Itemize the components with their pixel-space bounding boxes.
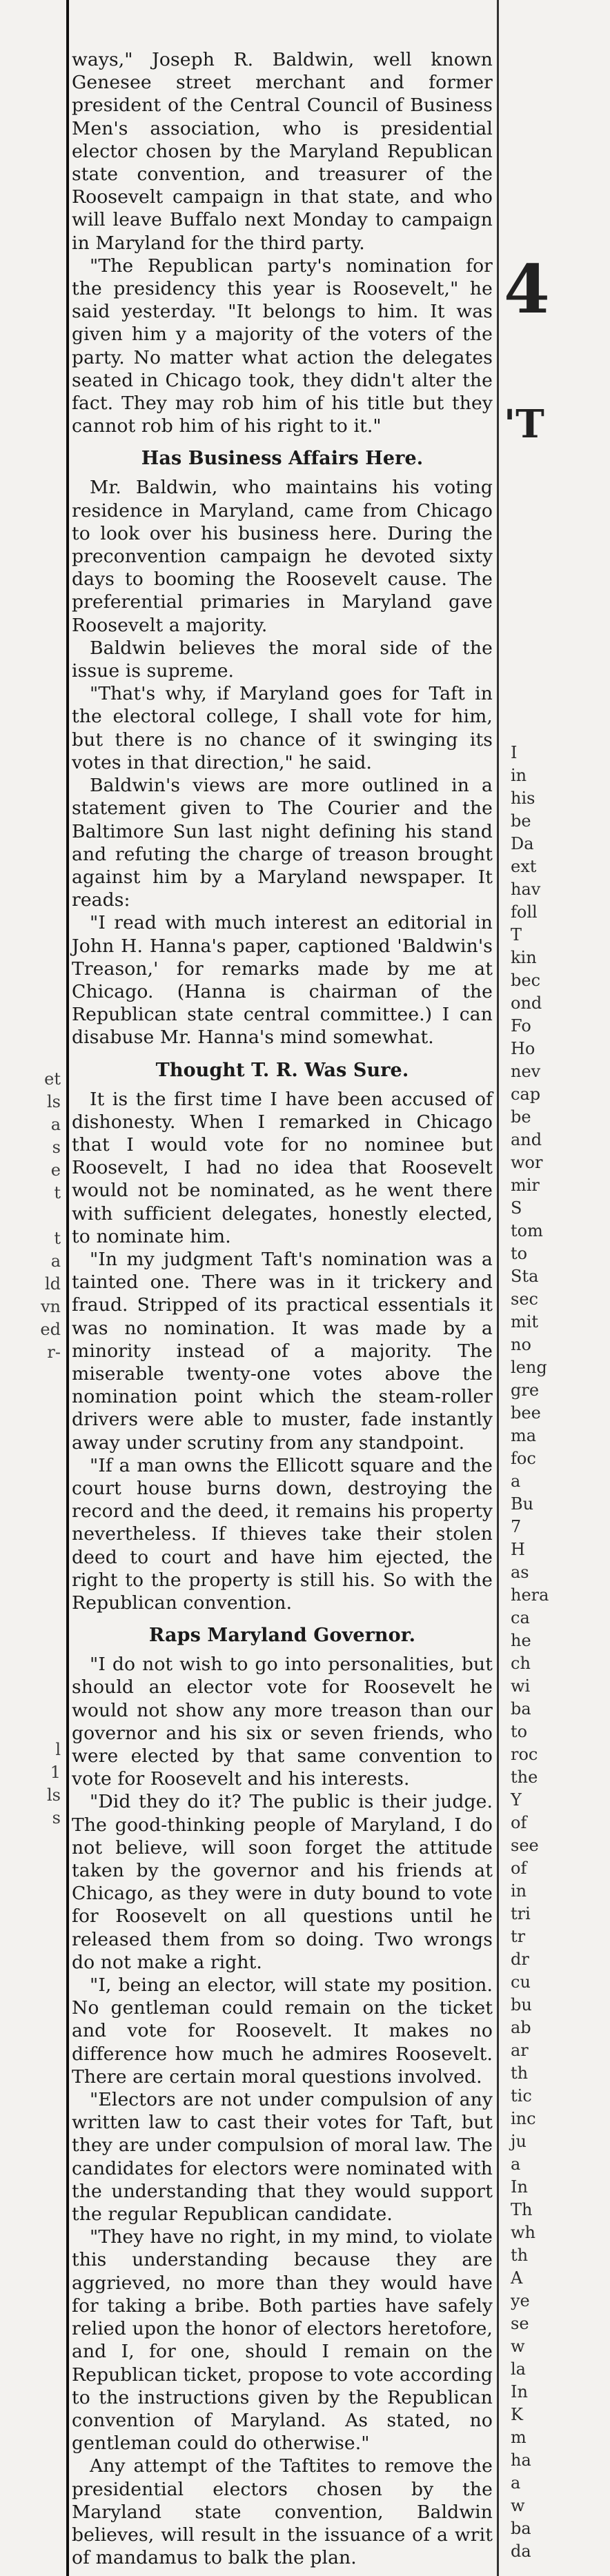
- paragraph: "Did they do it? The public is their judge. The good-thinking people of Maryland, I do not believe, will soon forget the attitude taken by the governor and his friends at Chicago, as they were in duty bound to vote for Roosevelt on all questions until he released them from so doing. Two wrongs do not make a right.: [72, 1791, 493, 1973]
- adjacent-column-left: [0, 1068, 65, 1364]
- fragment-text: cap: [511, 1084, 541, 1104]
- paragraph: "In my judgment Taft's nomination was a tainted one. There was in it trickery and fraud. Stripped of its practical essentials it was no nomination. It was made by a minority instead of a majority. The miserable twenty-one votes above the nomination point which the steam-roller drivers were able to muster, fade instantly away under scrutiny from any standpoint.: [72, 1248, 493, 1454]
- fragment-text: t: [54, 1183, 61, 1202]
- fragment-text: in: [511, 1881, 527, 1901]
- fragment-text: of: [511, 1859, 527, 1878]
- fragment-text: mit: [511, 1312, 539, 1331]
- paragraph: Baldwin believes the moral side of the issue is supreme.: [72, 637, 493, 682]
- subheading-raps-governor: Raps Maryland Governor.: [148, 1625, 416, 1647]
- fragment-text: bec: [511, 971, 541, 990]
- fragment-text: foc: [511, 1449, 536, 1468]
- fragment-text: e: [50, 1160, 61, 1180]
- fragment-text: tr: [511, 1927, 526, 1946]
- fragment-text: s: [52, 1808, 61, 1827]
- fragment-text: ju: [511, 2132, 527, 2151]
- adjacent-column-left-lower: [0, 1738, 65, 1830]
- fragment-text: see: [511, 1836, 539, 1855]
- fragment-text: as: [511, 1563, 529, 1582]
- fragment-text: nev: [511, 1062, 541, 1081]
- fragment-text: be: [511, 811, 531, 831]
- fragment-text: ld: [44, 1274, 61, 1294]
- fragment-text: Th: [511, 2200, 533, 2219]
- fragment-text: Fo: [511, 1016, 531, 1036]
- fragment-text: [0, 1205, 65, 1227]
- fragment-text: ls: [47, 1785, 61, 1805]
- fragment-text: Bu: [511, 1494, 534, 1514]
- fragment-text: tom: [511, 1221, 543, 1240]
- fragment-text: hera: [511, 1585, 549, 1605]
- fragment-text: ed: [40, 1320, 61, 1339]
- fragment-text: A: [511, 2268, 523, 2288]
- fragment-text: Sta: [511, 1267, 539, 1286]
- fragment-text: in: [511, 766, 527, 785]
- fragment-text: r-: [47, 1343, 61, 1362]
- paragraph: "The Republican party's nomination for the presidency this year is Roosevelt," he said yesterday. "It belongs to him. It was given him y a majority of the voters of the party. No matter what action the delegates seated in Chicago took, they didn't alter the fact. They may rob him of his title but they cannot rob him of his right to it.": [72, 255, 493, 437]
- fragment-text: sec: [511, 1289, 538, 1309]
- fragment-text: ls: [47, 1092, 61, 1111]
- fragment-text: th: [511, 2246, 529, 2265]
- paragraph: "That's why, if Maryland goes for Taft in the electoral college, I shall vote for him, but there is no chance of it swinging its votes in that direction," he said.: [72, 683, 493, 773]
- adjacent-headline-fragment: 4: [504, 250, 550, 328]
- paragraph: "I do not wish to go into personalities, but should an elector vote for Roosevelt he would not show any more treason than our governor and his six or seven friends, who were elected by that same convention to vote for Roosevelt and his interests.: [72, 1654, 493, 1790]
- fragment-text: S: [511, 1198, 522, 1218]
- fragment-text: l: [55, 1740, 61, 1759]
- adjacent-column-right: [511, 742, 607, 2563]
- paragraph-group-2: [72, 476, 493, 1049]
- paragraph: "They have no right, in my mind, to violate this understanding because they are aggrieved, no more than they would have for taking a bribe. Both parties have safely relied upon the honor of electors heretofore, and I, for one, should I remain on the Republican ticket, propose to vote according to the instructions given by the Republican convention of Maryland. As stated, no gentleman could do otherwise.": [72, 2226, 493, 2455]
- fragment-text: In: [511, 2177, 528, 2197]
- fragment-text: wh: [511, 2223, 535, 2242]
- paragraph: It is the first time I have been accused of dishonesty. When I remarked in Chicago that I would vote for no nominee but Roosevelt, I had no idea that Roosevelt would not be nominated, as he went there with sufficient delegates, honestly elected, to nominate him.: [72, 1088, 493, 1247]
- fragment-text: ca: [511, 1608, 530, 1627]
- fragment-text: gre: [511, 1380, 540, 1400]
- fragment-text: ba: [511, 1699, 531, 1718]
- fragment-text: a: [511, 2473, 521, 2493]
- fragment-text: of: [511, 1813, 527, 1832]
- fragment-text: mir: [511, 1176, 540, 1195]
- fragment-text: inc: [511, 2109, 536, 2128]
- fragment-text: a: [50, 1115, 61, 1134]
- paragraph: "If a man owns the Ellicott square and the court house burns down, destroying the record and the deed, it remains his property nevertheless. If thieves take their stolen deed to court and have him ejected, the right to the property is still his. So with the Republican convention.: [72, 1454, 493, 1614]
- paragraph: "I read with much interest an editorial in John H. Hanna's paper, captioned 'Baldwin's Treason,' for remarks made by me at Chicago. (Hanna is chairman of the Republican state central committee.) I can disabuse Mr. Hanna's mind somewhat.: [72, 912, 493, 1049]
- article-body: [72, 48, 493, 2569]
- fragment-text: ma: [511, 1426, 537, 1445]
- fragment-text: et: [44, 1069, 61, 1089]
- fragment-text: 1: [50, 1763, 61, 1782]
- fragment-text: I: [511, 743, 518, 762]
- paragraph: Mr. Baldwin, who maintains his voting residence in Maryland, came from Chicago to look over his business here. During the preconvention campaign he devoted sixty days to booming the Roosevelt cause. The preferential primaries in Maryland gave Roosevelt a majority.: [72, 477, 493, 636]
- fragment-text: In: [511, 2382, 528, 2401]
- fragment-text: to: [511, 1244, 528, 1263]
- fragment-text: his: [511, 789, 535, 808]
- fragment-text: se: [511, 2314, 529, 2333]
- fragment-text: hav: [511, 880, 541, 899]
- fragment-text: wor: [511, 1153, 543, 1172]
- fragment-text: a: [511, 1472, 521, 1491]
- paragraph: "I, being an elector, will state my position. No gentleman could remain on the ticket and vote for Roosevelt. It makes no difference how much he admires Roosevelt. There are certain moral questions involved.: [72, 1974, 493, 2088]
- fragment-text: s: [52, 1138, 61, 1157]
- fragment-text: ba: [511, 2519, 531, 2538]
- fragment-text: K: [511, 2405, 523, 2424]
- fragment-text: ha: [511, 2450, 531, 2470]
- fragment-text: da: [511, 2542, 531, 2561]
- fragment-text: bee: [511, 1403, 541, 1423]
- paragraph: ways," Joseph R. Baldwin, well known Genesee street merchant and former president of the Central Council of Business Men's association, who is presidential elector chosen by the Maryland Republican state convention, and treasurer of the Roosevelt campaign in that state, and who will leave Buffalo next Monday to campaign in Maryland for the third party.: [72, 49, 493, 254]
- fragment-text: t: [54, 1229, 61, 1248]
- fragment-text: th: [511, 2063, 529, 2083]
- paragraph: Any attempt of the Taftites to remove the presidential electors chosen by the Maryland state convention, Baldwin believes, will result in the issuance of a writ of mandamus to balk the plan.: [72, 2455, 493, 2569]
- fragment-text: tic: [511, 2086, 532, 2106]
- fragment-text: tri: [511, 1904, 531, 1923]
- fragment-text: dr: [511, 1950, 529, 1969]
- fragment-text: Y: [511, 1790, 522, 1810]
- paragraph-group-4: [72, 1653, 493, 2569]
- paragraph: "Electors are not under compulsion of any written law to cast their votes for Taft, but they are under compulsion of moral law. The candidates for electors were nominated with the understanding that they would support the regular Republican candidate.: [72, 2089, 493, 2226]
- column-rule-right: [497, 0, 499, 2576]
- fragment-text: he: [511, 1631, 531, 1650]
- fragment-text: roc: [511, 1745, 538, 1764]
- subheading-thought-tr-sure: Thought T. R. Was Sure.: [155, 1059, 409, 1081]
- adjacent-headline-fragment-2: 'T: [504, 402, 544, 447]
- fragment-text: w: [511, 2496, 525, 2515]
- fragment-text: ch: [511, 1654, 531, 1673]
- fragment-text: foll: [511, 902, 538, 922]
- column-rule-left: [66, 0, 69, 2576]
- fragment-text: 7: [511, 1517, 522, 1536]
- fragment-text: T: [511, 925, 522, 944]
- fragment-text: and: [511, 1130, 542, 1149]
- fragment-text: ext: [511, 857, 537, 876]
- paragraph: Baldwin's views are more outlined in a statement given to The Courier and the Baltimore Sun last night defining his stand and refuting the charge of treason brought against him by a Maryland newspaper. It reads:: [72, 775, 493, 911]
- fragment-text: wi: [511, 1676, 531, 1696]
- subheading-business-affairs: Has Business Affairs Here.: [141, 448, 424, 470]
- fragment-text: ye: [511, 2291, 530, 2310]
- fragment-text: cu: [511, 1972, 531, 1992]
- fragment-text: ond: [511, 993, 542, 1013]
- fragment-text: bu: [511, 1995, 532, 2014]
- fragment-text: w: [511, 2337, 525, 2356]
- fragment-text: vn: [40, 1297, 61, 1316]
- fragment-text: H: [511, 1540, 525, 1559]
- fragment-text: Da: [511, 834, 534, 853]
- fragment-text: ar: [511, 2041, 529, 2060]
- paragraph-group-1: [72, 48, 493, 437]
- fragment-text: the: [511, 1767, 538, 1787]
- fragment-text: be: [511, 1107, 531, 1127]
- fragment-text: m: [511, 2428, 527, 2447]
- paragraph-group-3: [72, 1088, 493, 1615]
- fragment-text: kin: [511, 948, 537, 967]
- fragment-text: to: [511, 1722, 528, 1741]
- fragment-text: ab: [511, 2018, 531, 2037]
- fragment-text: Ho: [511, 1039, 535, 1058]
- fragment-text: a: [50, 1251, 61, 1271]
- fragment-text: no: [511, 1335, 531, 1354]
- fragment-text: a: [511, 2154, 521, 2174]
- fragment-text: leng: [511, 1358, 547, 1377]
- fragment-text: la: [511, 2359, 526, 2379]
